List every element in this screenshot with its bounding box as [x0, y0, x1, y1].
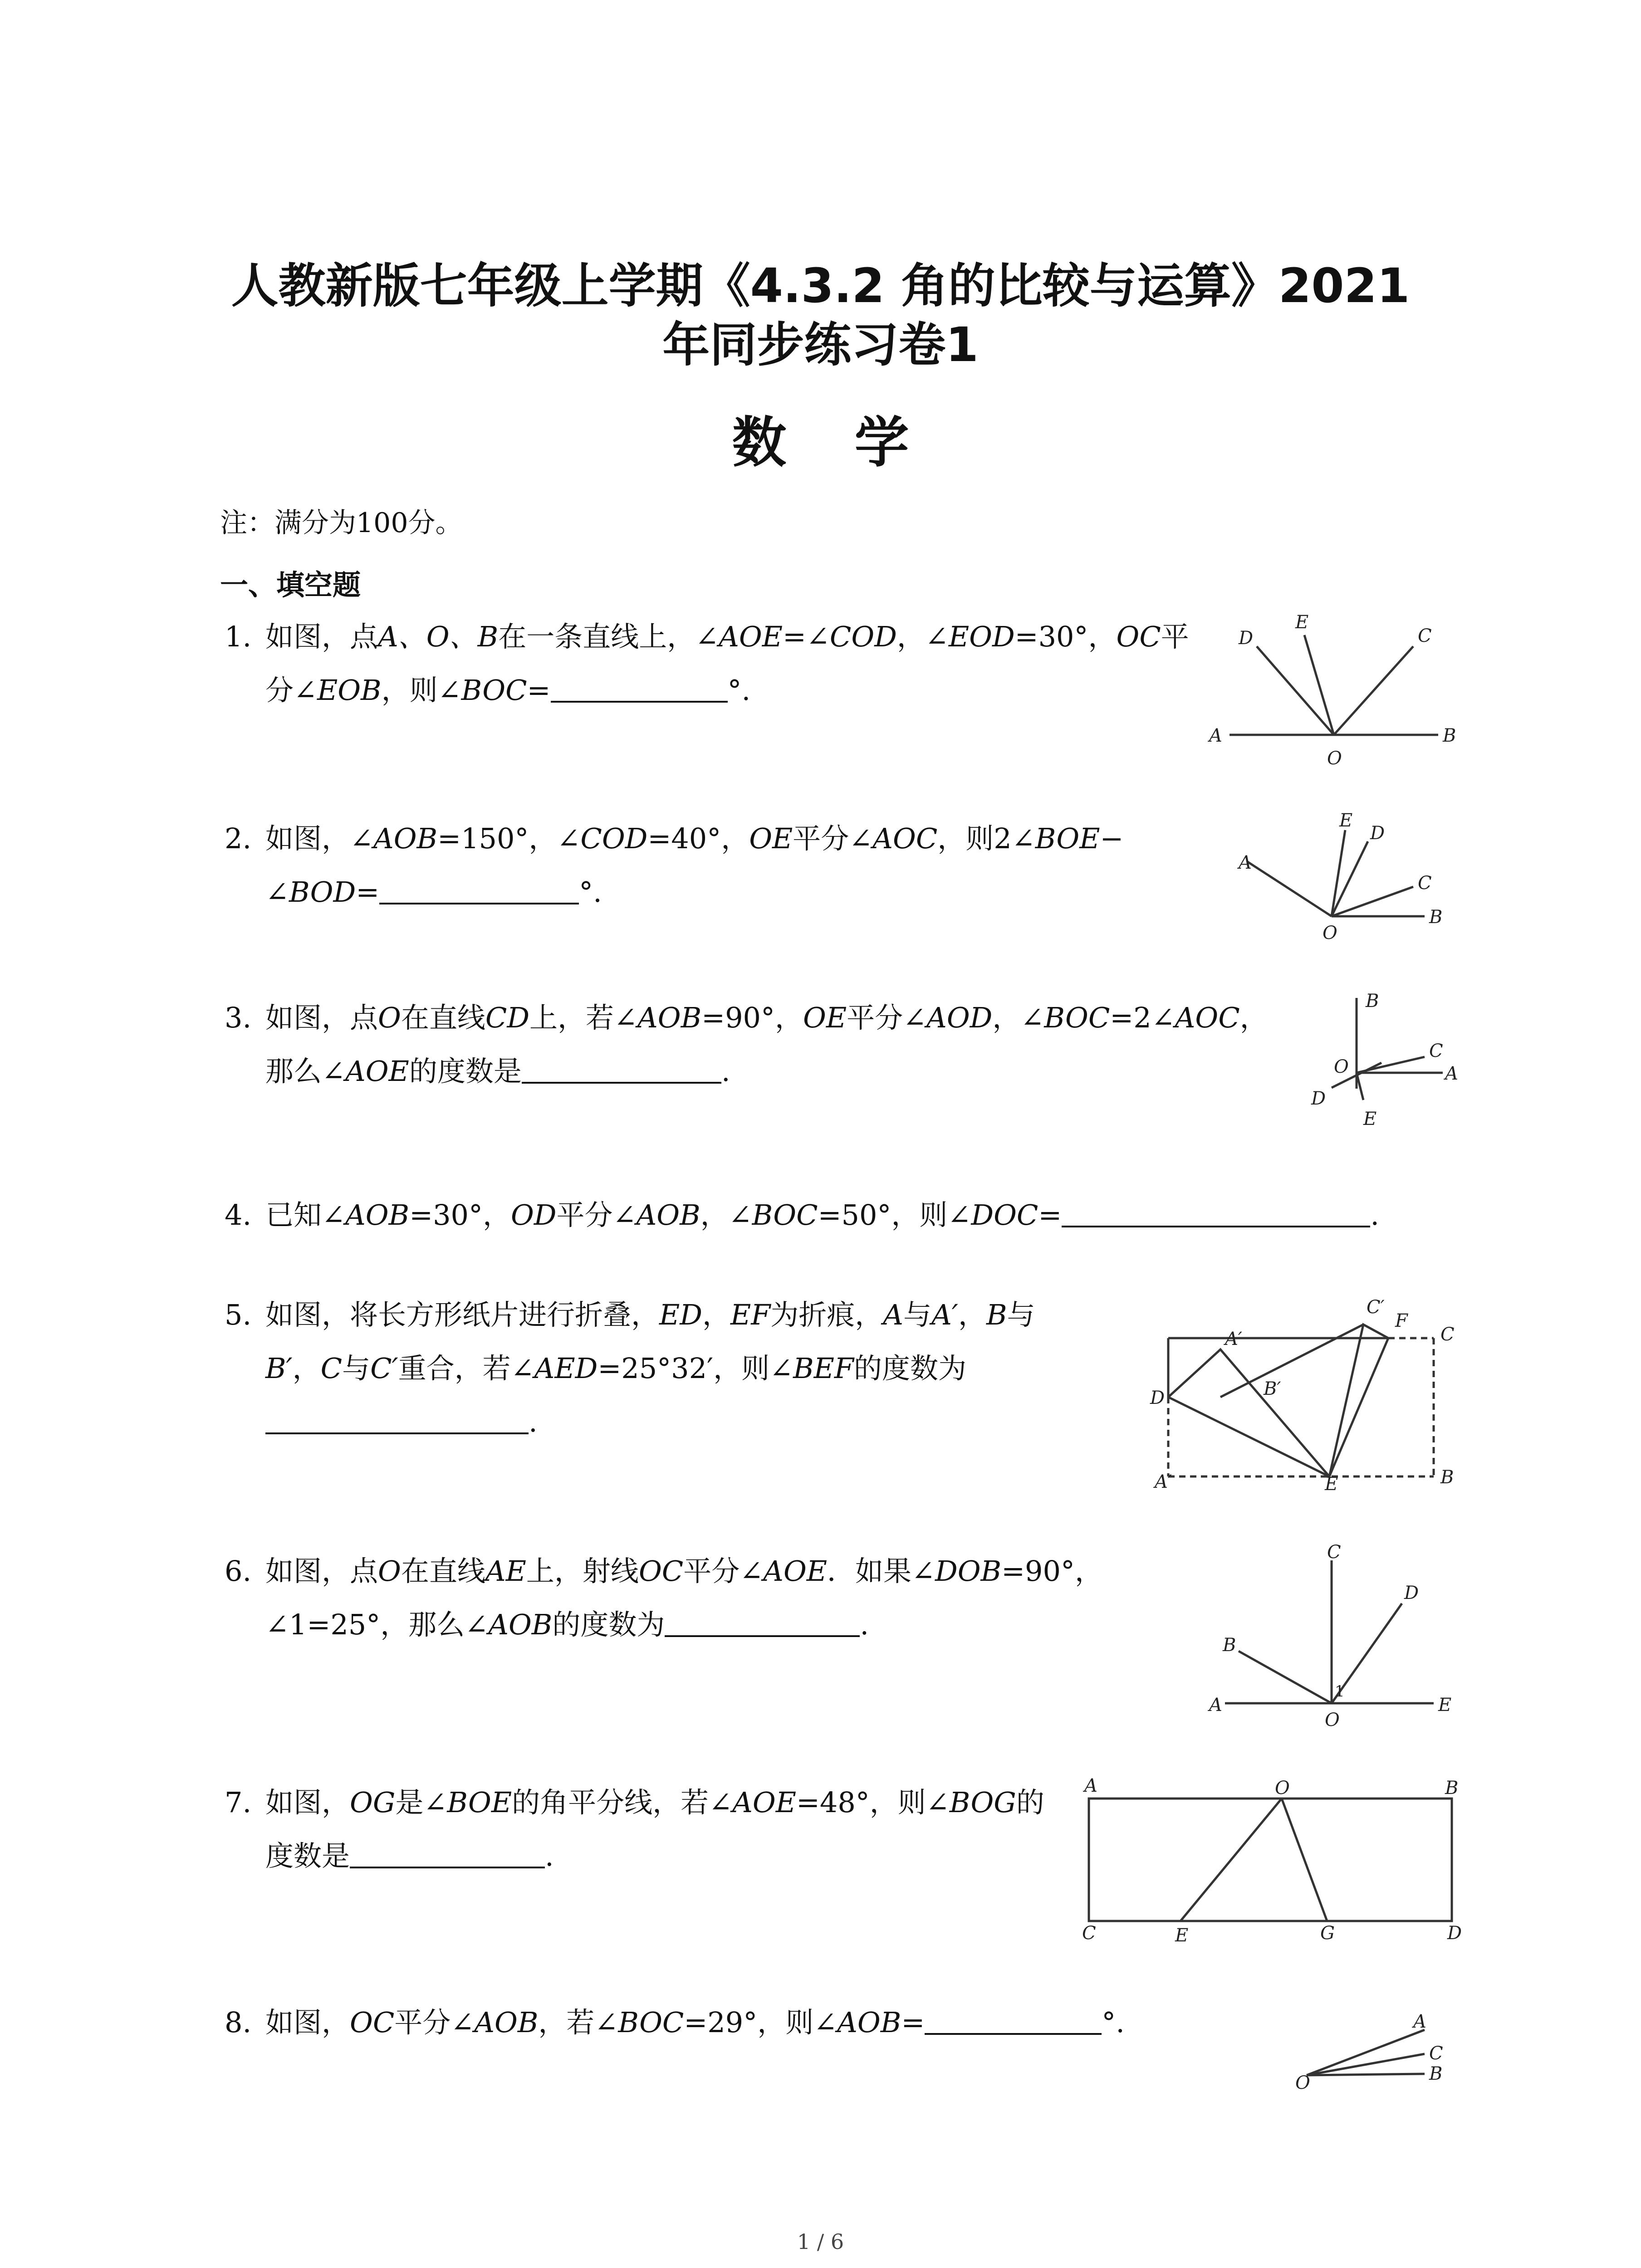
- text: DOC: [971, 1198, 1038, 1232]
- page-title-line2: 年同步练习卷1: [662, 317, 979, 372]
- figure-5-diagram: [1143, 1288, 1461, 1495]
- point-label: E: [1438, 1695, 1452, 1716]
- text: 的度数为: [552, 1608, 665, 1641]
- question-3: [225, 991, 1268, 1098]
- text: AOB: [474, 2006, 539, 2039]
- text: .: [860, 1608, 869, 1641]
- question-2: [225, 812, 1123, 919]
- text: DOB: [935, 1554, 1002, 1588]
- text: ，: [1239, 1001, 1268, 1034]
- point-label: A′: [1155, 1471, 1172, 1492]
- text: EOD: [948, 620, 1015, 653]
- text: =: [527, 674, 551, 707]
- text: 在直线: [401, 1554, 485, 1588]
- question-number: 5.: [225, 1298, 252, 1331]
- section-heading: 一、填空题: [220, 568, 361, 601]
- text: °.: [579, 875, 602, 909]
- figure-2: [1234, 807, 1461, 945]
- point-label: D: [1239, 628, 1254, 649]
- text: BOD: [289, 875, 356, 909]
- text: =29°，则∠: [684, 2006, 838, 2039]
- text: BOC: [461, 674, 527, 707]
- point-label: C: [1429, 1041, 1443, 1061]
- text: °.: [727, 674, 751, 707]
- text: 的度数是: [409, 1055, 522, 1088]
- point-label: O: [1325, 1710, 1340, 1730]
- point-label: O: [1334, 1056, 1349, 1077]
- text: ，∠: [992, 1001, 1044, 1034]
- text: AOC: [1175, 1001, 1240, 1034]
- point-label: A: [1413, 2011, 1426, 2032]
- answer-blank[interactable]: [265, 1403, 529, 1434]
- question-number: 2.: [225, 822, 252, 855]
- text: C: [320, 1352, 343, 1385]
- text: =2∠: [1110, 1001, 1175, 1034]
- text: 如图，点: [265, 1001, 378, 1034]
- question-8: [225, 1996, 1125, 2049]
- point-label: C: [1418, 873, 1432, 894]
- text: 与: [1007, 1298, 1035, 1331]
- text: AED: [534, 1352, 598, 1385]
- point-label: E: [1325, 1474, 1338, 1495]
- text: 平分∠: [556, 1198, 637, 1232]
- figure-6-diagram: [1198, 1542, 1461, 1733]
- text: =25°32′，则∠: [598, 1352, 794, 1385]
- text: EF: [730, 1298, 771, 1331]
- text: COD: [580, 822, 648, 855]
- answer-blank[interactable]: [665, 1606, 860, 1637]
- text: CD: [485, 1001, 530, 1034]
- text: °.: [1102, 2006, 1125, 2039]
- text: A、O、B: [378, 620, 499, 653]
- text: OE: [749, 822, 793, 855]
- text: BOE: [447, 1786, 512, 1819]
- question-number: 7.: [225, 1786, 252, 1819]
- question-number: 8.: [225, 2006, 252, 2039]
- text: OC: [1116, 620, 1161, 653]
- text: BOC: [618, 2006, 684, 2039]
- text: =48°，则∠: [796, 1786, 950, 1819]
- text: OC: [638, 1554, 684, 1588]
- text: =: [1038, 1198, 1062, 1232]
- answer-blank[interactable]: [350, 1838, 545, 1868]
- point-label: A: [1209, 1695, 1222, 1716]
- point-label: E: [1363, 1109, 1377, 1129]
- text: −: [1100, 822, 1124, 855]
- text: =30°，: [1014, 620, 1117, 653]
- text: ，则2∠: [937, 822, 1035, 855]
- text: 重合，若∠: [398, 1352, 534, 1385]
- point-label: A: [1239, 852, 1252, 873]
- point-label: O: [1327, 748, 1342, 769]
- text: =: [901, 2006, 925, 2039]
- figure-1: [1207, 603, 1461, 768]
- text: A: [883, 1298, 904, 1331]
- text: 分∠: [265, 674, 317, 707]
- text: 度数是: [265, 1839, 350, 1872]
- text: O: [378, 1001, 401, 1034]
- text: OE: [803, 1001, 847, 1034]
- text: AOC: [872, 822, 938, 855]
- figure-1-diagram: [1207, 603, 1461, 767]
- figure-8: [1288, 1987, 1461, 2107]
- point-label: O: [1295, 2072, 1310, 2093]
- text: =90°，: [1001, 1554, 1103, 1588]
- text: 的: [1016, 1786, 1044, 1819]
- text: 的角平分线，若∠: [512, 1786, 733, 1819]
- point-label: B: [1429, 907, 1443, 928]
- point-label: A: [1084, 1775, 1097, 1796]
- text: ，∠: [700, 1198, 752, 1232]
- text: =: [356, 875, 380, 909]
- text: .: [721, 1055, 730, 1088]
- text: 如图，点: [265, 1554, 378, 1588]
- point-label: D: [1311, 1088, 1326, 1109]
- answer-blank[interactable]: [925, 2004, 1102, 2035]
- question-number: 3.: [225, 1001, 252, 1034]
- point-label: E: [1295, 612, 1309, 633]
- question-number: 6.: [225, 1554, 252, 1588]
- text: 如图，点: [265, 620, 378, 653]
- text: 为折痕，: [770, 1298, 883, 1331]
- text: AOE: [719, 620, 783, 653]
- text: 在直线: [401, 1001, 485, 1034]
- point-label: B: [1223, 1635, 1236, 1656]
- point-label: C: [1429, 2043, 1443, 2064]
- text: 平分∠: [683, 1554, 764, 1588]
- text: AOB: [488, 1608, 553, 1641]
- point-label: A′: [1225, 1329, 1242, 1349]
- score-note: 注：满分为100分。: [220, 507, 463, 539]
- text: AOB: [636, 1198, 700, 1232]
- text: 如图，将长方形纸片进行折叠，: [265, 1298, 660, 1331]
- point-label: D: [1447, 1923, 1462, 1944]
- text: COD: [829, 620, 897, 653]
- text: .: [1370, 1198, 1380, 1232]
- figure-3: [1288, 989, 1461, 1140]
- text: 已知∠: [265, 1198, 345, 1232]
- text: EOB: [317, 674, 382, 707]
- text: BOC: [1044, 1001, 1110, 1034]
- question-number: 1.: [225, 620, 252, 653]
- text: A′: [931, 1298, 958, 1331]
- point-label: E: [1339, 810, 1353, 831]
- text: AE: [485, 1554, 526, 1588]
- figure-7-diagram: [1075, 1775, 1465, 1946]
- text: AOB: [637, 1001, 702, 1034]
- text: 平分∠: [793, 822, 873, 855]
- text: 平分∠: [847, 1001, 927, 1034]
- text: ．如果∠: [827, 1554, 935, 1588]
- text: 与: [903, 1298, 932, 1331]
- text: .: [545, 1839, 554, 1872]
- point-label: C′: [1367, 1297, 1385, 1318]
- point-label: E: [1175, 1925, 1189, 1946]
- point-label: D: [1150, 1388, 1165, 1408]
- point-label: G: [1320, 1923, 1335, 1944]
- text: 如图，: [265, 2006, 350, 2039]
- text: ，: [702, 1298, 730, 1331]
- text: AOB: [837, 2006, 901, 2039]
- text: =90°，: [701, 1001, 803, 1034]
- point-label: B: [1440, 1467, 1454, 1488]
- text: 平分∠: [394, 2006, 475, 2039]
- text: ，: [292, 1352, 321, 1385]
- figure-3-diagram: [1288, 989, 1461, 1139]
- point-label: C: [1440, 1324, 1455, 1345]
- question-1: [225, 610, 1189, 717]
- point-label: C: [1418, 626, 1432, 646]
- text: BOE: [1035, 822, 1100, 855]
- text: 那么∠: [265, 1055, 345, 1088]
- angle-label: 1: [1335, 1682, 1345, 1701]
- point-label: B: [1445, 1778, 1459, 1799]
- text: ∠1=25°，那么∠: [265, 1608, 489, 1641]
- text: =50°，则∠: [818, 1198, 971, 1232]
- point-label: O: [1323, 923, 1337, 943]
- answer-blank[interactable]: [551, 672, 728, 703]
- text: 如图，∠: [265, 822, 373, 855]
- text: B′: [265, 1352, 293, 1385]
- text: =40°，: [647, 822, 749, 855]
- text: ，则∠: [381, 674, 461, 707]
- answer-blank[interactable]: [379, 874, 579, 904]
- answer-blank[interactable]: [1062, 1197, 1370, 1227]
- text: C′: [370, 1352, 398, 1385]
- text: BOC: [752, 1198, 818, 1232]
- text: BOG: [949, 1786, 1016, 1819]
- point-label: C: [1082, 1923, 1096, 1944]
- point-label: O: [1275, 1778, 1290, 1799]
- point-label: B: [1429, 2063, 1443, 2084]
- text: 上，若∠: [529, 1001, 637, 1034]
- text: AOE: [763, 1554, 828, 1588]
- figure-5: [1143, 1288, 1461, 1495]
- text: =150°，∠: [437, 822, 581, 855]
- text: 是∠: [395, 1786, 447, 1819]
- text: 与: [342, 1352, 371, 1385]
- answer-blank[interactable]: [522, 1053, 721, 1084]
- point-label: B: [1366, 991, 1379, 1012]
- text: =30°，: [409, 1198, 511, 1232]
- text: ，: [958, 1298, 986, 1331]
- point-label: D: [1370, 823, 1385, 844]
- point-label: B′: [1264, 1378, 1281, 1399]
- text: OG: [350, 1786, 396, 1819]
- question-5: [225, 1288, 1035, 1449]
- point-label: C: [1327, 1542, 1341, 1563]
- text: 上，射线: [526, 1554, 639, 1588]
- text: AOD: [926, 1001, 993, 1034]
- question-number: 4.: [225, 1198, 252, 1232]
- text: ED: [659, 1298, 702, 1331]
- point-label: A: [1445, 1063, 1458, 1084]
- question-7: [225, 1776, 1044, 1883]
- text: AOE: [345, 1055, 409, 1088]
- figure-7: [1075, 1775, 1465, 1948]
- figure-6: [1198, 1542, 1461, 1735]
- subject-heading: 数学: [732, 411, 977, 474]
- text: .: [529, 1405, 538, 1438]
- text: B: [986, 1298, 1007, 1331]
- text: 平: [1161, 620, 1189, 653]
- text: 的度数为: [853, 1352, 966, 1385]
- text: ∠: [265, 875, 289, 909]
- text: ，若∠: [538, 2006, 618, 2039]
- point-label: A: [1209, 725, 1222, 746]
- page-title-line1: 人教新版七年级上学期《4.3.2 角的比较与运算》2021: [231, 258, 1410, 313]
- figure-8-diagram: [1288, 1987, 1461, 2105]
- point-label: D: [1404, 1583, 1419, 1603]
- text: O: [378, 1554, 401, 1588]
- question-4: [225, 1188, 1379, 1242]
- text: 如图，: [265, 1786, 350, 1819]
- text: 在一条直线上，∠: [498, 620, 719, 653]
- point-label: B: [1443, 725, 1456, 746]
- text: AOE: [732, 1786, 796, 1819]
- text: AOB: [345, 1198, 410, 1232]
- figure-2-diagram: [1234, 807, 1461, 943]
- question-6: [225, 1545, 1103, 1652]
- text: OD: [510, 1198, 557, 1232]
- text: OC: [350, 2006, 395, 2039]
- page-number: 1 / 6: [797, 2229, 844, 2254]
- text: AOB: [373, 822, 438, 855]
- text: BEF: [793, 1352, 854, 1385]
- text: =∠: [783, 620, 830, 653]
- text: ，∠: [896, 620, 949, 653]
- point-label: F: [1395, 1310, 1408, 1331]
